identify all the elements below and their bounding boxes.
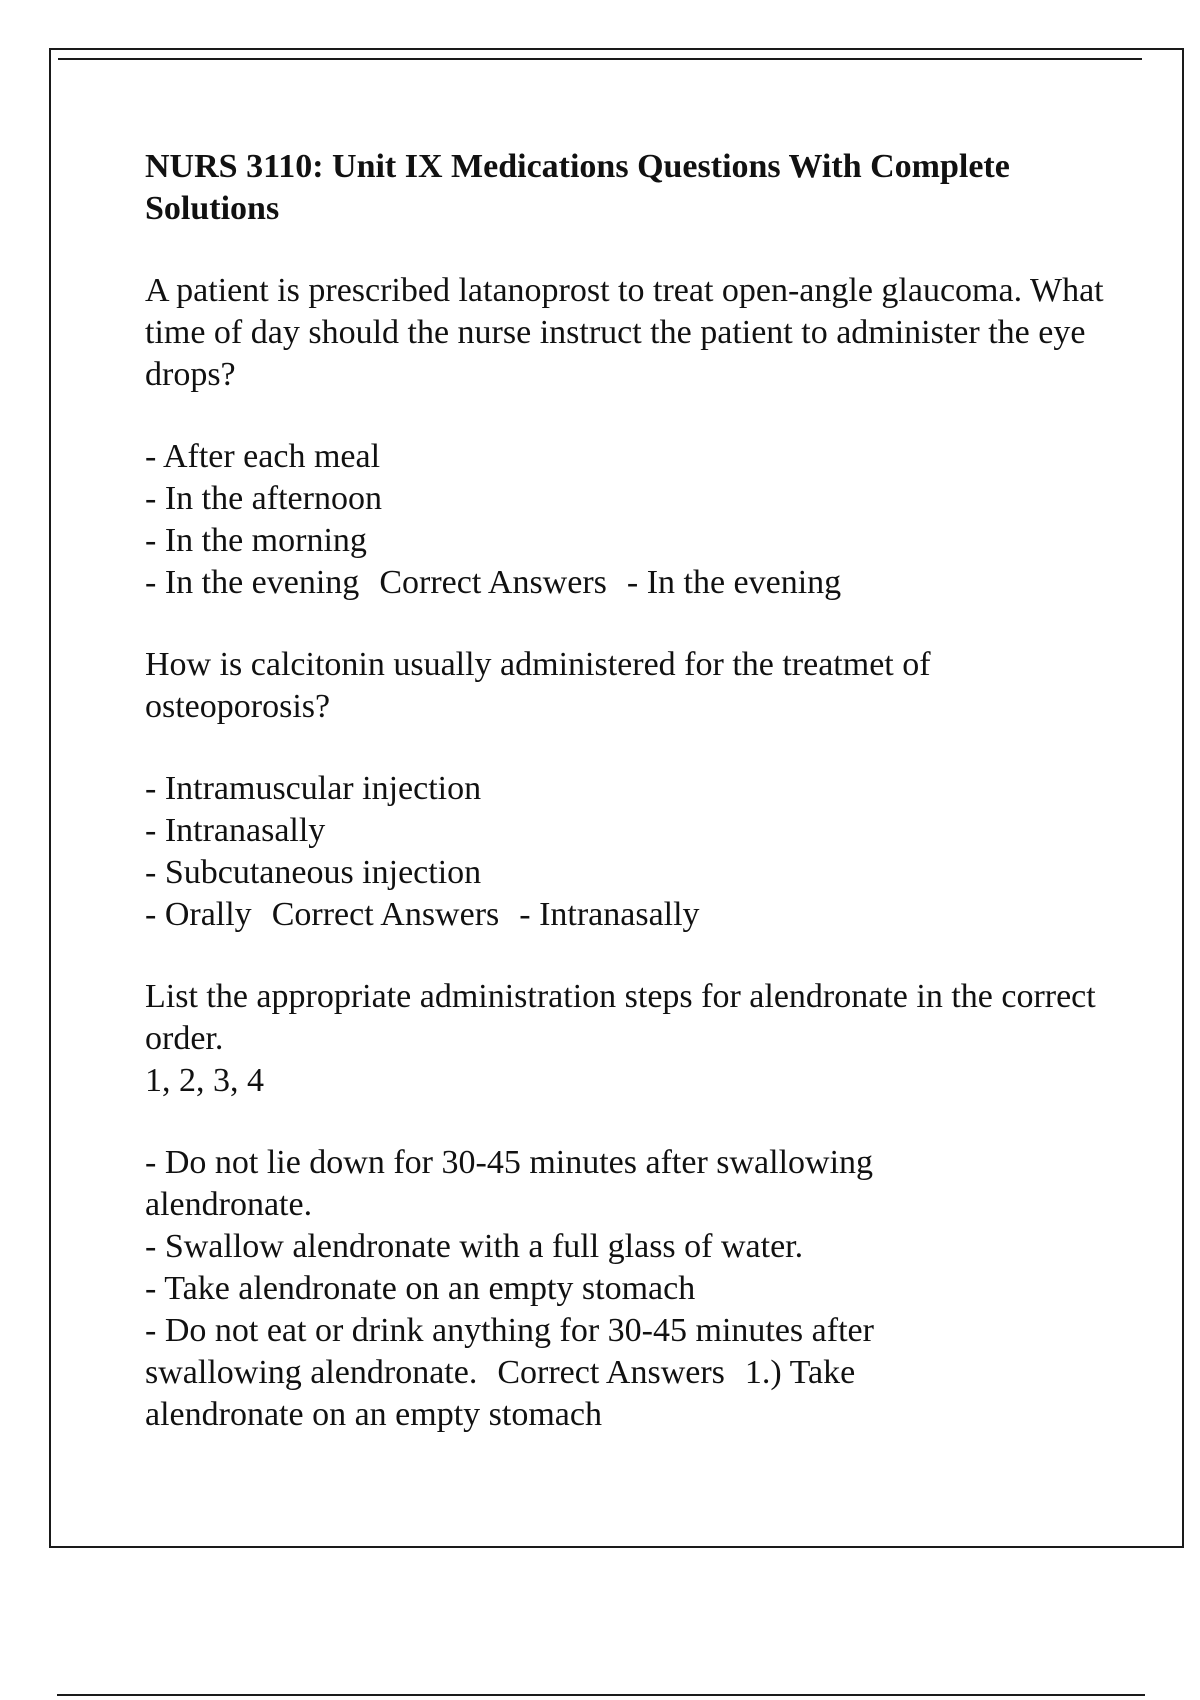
option: - In the evening — [145, 564, 360, 601]
answer-text: - In the evening — [626, 564, 842, 601]
option: - Do not eat or drink anything for 30-45 minutes after swallowing alendronate. — [145, 1312, 874, 1391]
question-3-prompt: List the appropriate administration steps for alendronate in the correct order. — [145, 978, 1096, 1057]
answer-label: Correct Answers — [379, 564, 607, 601]
document-title: NURS 3110: Unit IX Medications Questions With Complete Solutions — [145, 148, 1010, 227]
option: - Intramuscular injection — [145, 770, 482, 807]
top-rule — [58, 58, 1142, 60]
question-1-prompt: A patient is prescribed latanoprost to treat open-angle glaucoma. What time of day should the nurse instruct the patient to administer the eye drops? — [145, 272, 1104, 393]
option: - Orally — [145, 896, 252, 933]
question-3-options — [145, 1142, 945, 1436]
answer-label: Correct Answers — [271, 896, 500, 933]
option: - Subcutaneous injection — [145, 854, 482, 891]
answer-label: Correct Answers — [497, 1354, 725, 1391]
option: - Take alendronate on an empty stomach — [145, 1270, 696, 1307]
bottom-rule — [57, 1694, 1145, 1696]
option: - After each meal — [145, 438, 381, 475]
answer-text: - Intranasally — [519, 896, 700, 933]
question-2-prompt: How is calcitonin usually administered for the treatmet of osteoporosis? — [145, 646, 931, 725]
question-2-options — [145, 768, 1135, 936]
question-3-order-hint: 1, 2, 3, 4 — [145, 1062, 264, 1099]
option: - Do not lie down for 30-45 minutes after swallowing alendronate. — [145, 1144, 874, 1223]
option-with-answer — [145, 894, 1135, 936]
option: - Intranasally — [145, 812, 326, 849]
question-1-options — [145, 436, 1135, 604]
option: - In the morning — [145, 522, 367, 559]
document-body — [145, 146, 1135, 1476]
page-frame — [49, 48, 1184, 1548]
option-with-answer — [145, 562, 1135, 604]
option-with-answer — [145, 1310, 945, 1436]
answer-text: 1.) Take alendronate on an empty stomach — [145, 1354, 856, 1433]
option: - Swallow alendronate with a full glass of water. — [145, 1228, 804, 1265]
option: - In the afternoon — [145, 480, 382, 517]
